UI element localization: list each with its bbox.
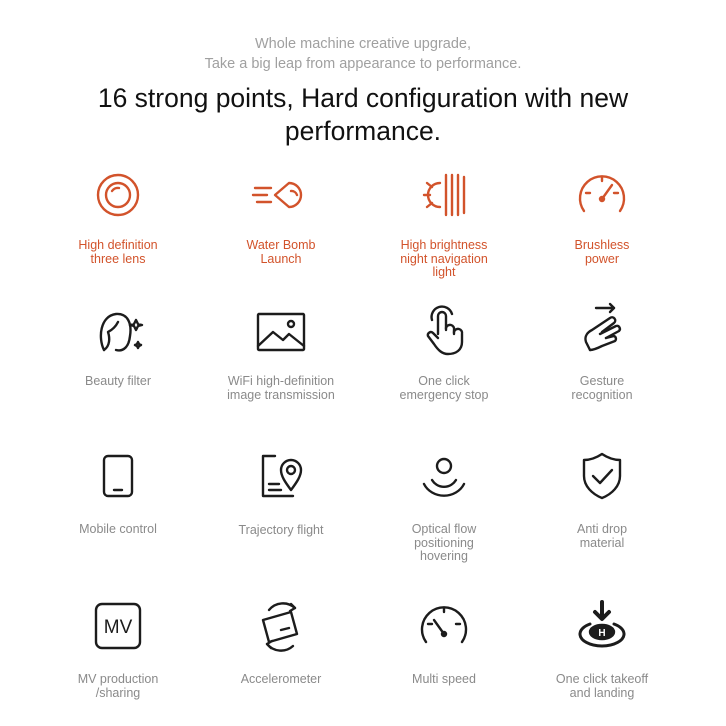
speedometer-icon	[572, 165, 632, 225]
phone-icon	[88, 446, 148, 506]
subtitle-line-1: Whole machine creative upgrade,	[254, 36, 471, 52]
feature-label: MV production /sharing	[77, 672, 159, 700]
feature-label: Brushless power	[574, 238, 630, 266]
map-pin-document-icon	[251, 446, 311, 506]
feature-label: WiFi high-definition image transmission	[227, 374, 335, 402]
feature-label: Multi speed	[412, 672, 476, 686]
feature-label: One click emergency stop	[399, 374, 489, 402]
title-line-2: performance.	[284, 116, 442, 146]
svg-text:MV: MV	[103, 617, 133, 638]
feature-label: One click takeoff and landing	[555, 672, 649, 700]
svg-text:H: H	[598, 628, 606, 639]
optical-flow-icon	[414, 446, 474, 506]
feature-label: Accelerometer	[240, 672, 322, 686]
feature-label: Gesture recognition	[571, 374, 633, 402]
hand-tap-icon	[414, 302, 474, 362]
feature-label: Trajectory flight	[238, 523, 324, 537]
light-bars-icon	[414, 165, 474, 225]
feature-label: Beauty filter	[84, 374, 151, 388]
mv-badge-icon	[88, 596, 148, 656]
helipad-icon	[572, 596, 632, 656]
feature-label: Mobile control	[79, 522, 157, 536]
feature-label: Water Bomb Launch	[246, 238, 316, 266]
subtitle-line-2: Take a big leap from appearance to performance.	[204, 56, 522, 72]
shield-check-icon	[572, 446, 632, 506]
feature-label: Anti drop material	[576, 522, 628, 550]
face-sparkle-icon	[88, 302, 148, 362]
camera-lens-icon	[88, 165, 148, 225]
feature-label: Optical flow positioning hovering	[411, 522, 477, 563]
feature-label: High definition three lens	[78, 238, 158, 266]
page-title	[40, 82, 686, 148]
title-line-1: 16 strong points, Hard configuration with new	[97, 83, 629, 113]
feature-label: High brightness night navigation light	[400, 238, 488, 279]
header-subtitle	[0, 34, 726, 74]
gauge-icon	[414, 596, 474, 656]
rotate-card-icon	[251, 596, 311, 656]
hand-gesture-icon	[572, 302, 632, 362]
water-drop-icon	[251, 165, 311, 225]
image-icon	[251, 302, 311, 362]
